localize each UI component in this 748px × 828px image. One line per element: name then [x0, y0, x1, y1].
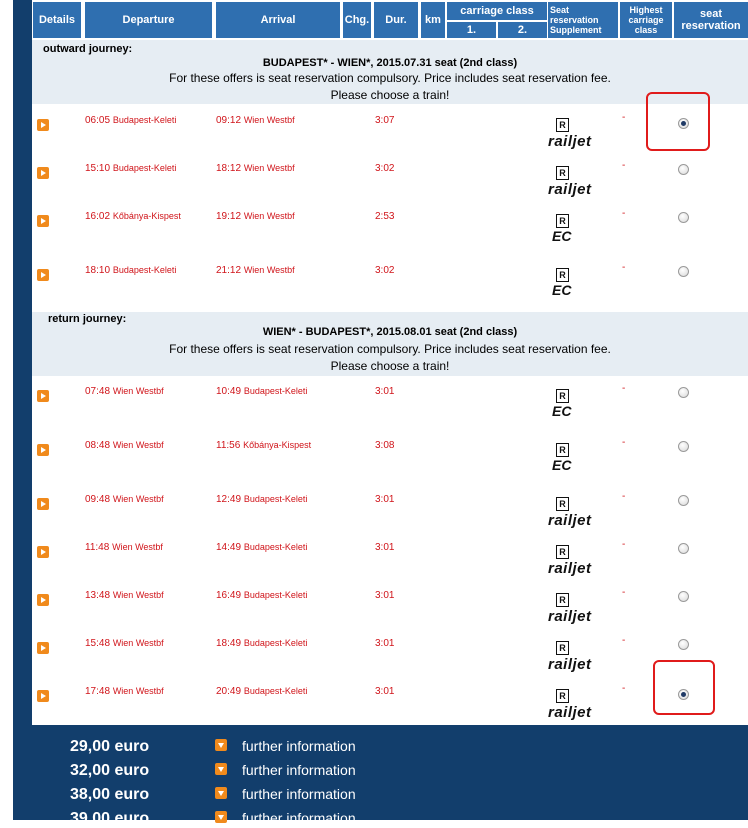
departure-time: 11:48: [85, 542, 110, 553]
reservation-r-icon: R: [556, 268, 569, 282]
duration: 3:01: [375, 494, 395, 505]
train-row: [32, 202, 748, 250]
price-amount: 29,00 euro: [70, 738, 150, 755]
railjet-logo: railjet: [548, 560, 592, 577]
info-arrow-icon[interactable]: [215, 739, 227, 751]
arrival-time: 10:49: [216, 386, 242, 397]
departure-link[interactable]: [85, 386, 164, 397]
arrival-time: 16:49: [216, 590, 242, 601]
arrival-link[interactable]: [216, 163, 295, 174]
reservation-r-icon: R: [556, 545, 569, 559]
arrival-time: 12:49: [216, 494, 242, 505]
train-row: [32, 581, 748, 629]
train-row: [32, 377, 748, 425]
arrival-time: 11:56: [216, 440, 241, 451]
reservation-r-icon: R: [556, 593, 569, 607]
arrival-link[interactable]: [216, 686, 307, 697]
railjet-logo: railjet: [548, 181, 592, 198]
departure-station: Budapest-Keleti: [112, 163, 177, 173]
arrival-time: 19:12: [216, 211, 242, 222]
col-km: km: [421, 2, 445, 38]
return-route: WIEN* - BUDAPEST*, 2015.08.01 seat (2nd class): [262, 326, 518, 338]
supplement-dash: -: [622, 491, 626, 502]
details-play-icon[interactable]: [37, 594, 49, 606]
info-arrow-icon[interactable]: [215, 787, 227, 799]
col-duration: Dur.: [374, 2, 418, 38]
arrival-time: 20:49: [216, 686, 242, 697]
duration: 3:07: [375, 115, 395, 126]
duration: 3:01: [375, 542, 395, 553]
arrival-station: Kőbánya-Kispest: [243, 440, 312, 450]
duration: 2:53: [375, 211, 395, 222]
seat-reservation-radio[interactable]: [678, 266, 689, 277]
train-row: [32, 677, 748, 725]
departure-link[interactable]: [85, 115, 176, 126]
departure-link[interactable]: [85, 211, 181, 222]
reservation-r-icon: R: [556, 118, 569, 132]
seat-reservation-radio[interactable]: [678, 164, 689, 175]
details-play-icon[interactable]: [37, 690, 49, 702]
col-class-1: 1.: [447, 22, 496, 38]
seat-reservation-radio[interactable]: [678, 495, 689, 506]
arrival-link[interactable]: [216, 211, 295, 222]
train-row: [32, 629, 748, 677]
arrival-station: Budapest-Keleti: [243, 542, 308, 552]
arrival-link[interactable]: [216, 440, 311, 451]
price-amount: 39,00 euro: [70, 810, 150, 827]
departure-station: Wien Westbf: [112, 638, 164, 648]
seat-reservation-radio[interactable]: [678, 543, 689, 554]
arrival-link[interactable]: [216, 542, 307, 553]
seat-reservation-radio[interactable]: [678, 639, 689, 650]
arrival-time: 09:12: [216, 115, 242, 126]
arrival-time: 14:49: [216, 542, 242, 553]
arrival-time: 21:12: [216, 265, 242, 276]
supplement-dash: -: [622, 383, 626, 394]
arrival-station: Budapest-Keleti: [243, 386, 308, 396]
duration: 3:01: [375, 686, 395, 697]
departure-station: Kőbánya-Kispest: [112, 211, 181, 221]
duration: 3:01: [375, 590, 395, 601]
seat-reservation-radio[interactable]: [678, 591, 689, 602]
supplement-dash: -: [622, 160, 626, 171]
departure-time: 18:10: [85, 265, 111, 276]
col-carriage-class: carriage class: [447, 2, 547, 20]
arrival-station: Wien Westbf: [243, 265, 295, 275]
supplement-dash: -: [622, 539, 626, 550]
arrival-station: Budapest-Keleti: [243, 590, 308, 600]
departure-time: 07:48: [85, 386, 111, 397]
arrival-link[interactable]: [216, 386, 307, 397]
railjet-logo: railjet: [548, 656, 592, 673]
supplement-dash: -: [622, 635, 626, 646]
railjet-logo: railjet: [548, 133, 592, 150]
departure-station: Wien Westbf: [112, 686, 164, 696]
ec-logo: EC: [552, 457, 572, 473]
ec-logo: EC: [552, 403, 572, 419]
reservation-r-icon: R: [556, 214, 569, 228]
details-play-icon[interactable]: [37, 546, 49, 558]
details-play-icon[interactable]: [37, 215, 49, 227]
arrival-station: Wien Westbf: [243, 163, 295, 173]
col-class-2: 2.: [498, 22, 547, 38]
departure-time: 16:02: [85, 211, 111, 222]
selection-highlight-outward: [646, 92, 710, 151]
ec-logo: EC: [552, 282, 572, 298]
supplement-dash: -: [622, 587, 626, 598]
departure-time: 13:48: [85, 590, 111, 601]
reservation-r-icon: R: [556, 689, 569, 703]
departure-station: Wien Westbf: [112, 494, 164, 504]
departure-link[interactable]: [85, 686, 164, 697]
arrival-time: 18:12: [216, 163, 242, 174]
outward-note: For these offers is seat reservation compulsory. Price includes seat reservation fee.: [169, 71, 611, 85]
supplement-dash: -: [622, 208, 626, 219]
return-section: [32, 312, 748, 376]
reservation-r-icon: R: [556, 389, 569, 403]
departure-station: Wien Westbf: [112, 590, 164, 600]
price-amount: 32,00 euro: [70, 762, 150, 779]
details-play-icon[interactable]: [37, 269, 49, 281]
arrival-link[interactable]: [216, 265, 295, 276]
outward-section: [32, 40, 748, 104]
further-information-link[interactable]: further information: [242, 786, 356, 802]
supplement-dash: -: [622, 437, 626, 448]
departure-link[interactable]: [85, 494, 164, 505]
train-row: [32, 256, 748, 304]
arrival-station: Wien Westbf: [243, 211, 295, 221]
train-row: [32, 106, 748, 154]
train-row: [32, 533, 748, 581]
duration: 3:02: [375, 265, 395, 276]
departure-link[interactable]: [85, 638, 164, 649]
ec-logo: EC: [552, 228, 572, 244]
arrival-station: Budapest-Keleti: [243, 638, 308, 648]
supplement-dash: -: [622, 112, 626, 123]
departure-station: Wien Westbf: [112, 542, 163, 552]
departure-time: 09:48: [85, 494, 111, 505]
reservation-r-icon: R: [556, 641, 569, 655]
further-information-link[interactable]: further information: [242, 810, 356, 826]
departure-time: 06:05: [85, 115, 111, 126]
arrival-station: Wien Westbf: [243, 115, 295, 125]
col-highest-class: Highest carriage class: [620, 2, 672, 38]
info-arrow-icon[interactable]: [215, 811, 227, 823]
reservation-r-icon: R: [556, 443, 569, 457]
seat-reservation-radio[interactable]: [678, 441, 689, 452]
details-play-icon[interactable]: [37, 498, 49, 510]
departure-station: Wien Westbf: [112, 386, 164, 396]
departure-time: 15:10: [85, 163, 111, 174]
arrival-link[interactable]: [216, 590, 307, 601]
outward-label: outward journey:: [43, 43, 133, 55]
departure-time: 17:48: [85, 686, 111, 697]
details-play-icon[interactable]: [37, 390, 49, 402]
outward-route: BUDAPEST* - WIEN*, 2015.07.31 seat (2nd class): [262, 57, 518, 69]
arrival-link[interactable]: [216, 115, 295, 126]
railjet-logo: railjet: [548, 704, 592, 721]
departure-station: Wien Westbf: [112, 440, 164, 450]
departure-time: 15:48: [85, 638, 111, 649]
col-details: Details: [33, 2, 81, 38]
departure-link[interactable]: [85, 163, 176, 174]
outward-choose: Please choose a train!: [330, 88, 450, 102]
col-arrival: Arrival: [216, 2, 340, 38]
col-changes: Chg.: [343, 2, 371, 38]
arrival-link[interactable]: [216, 494, 307, 505]
departure-link[interactable]: [85, 440, 164, 451]
details-play-icon[interactable]: [37, 444, 49, 456]
reservation-r-icon: R: [556, 497, 569, 511]
further-information-link[interactable]: further information: [242, 738, 356, 754]
duration: 3:01: [375, 386, 395, 397]
reservation-r-icon: R: [556, 166, 569, 180]
duration: 3:08: [375, 440, 395, 451]
details-play-icon[interactable]: [37, 167, 49, 179]
price-amount: 38,00 euro: [70, 786, 150, 803]
details-play-icon[interactable]: [37, 642, 49, 654]
arrival-station: Budapest-Keleti: [243, 686, 308, 696]
return-label: return journey:: [48, 313, 127, 325]
supplement-dash: -: [622, 683, 626, 694]
col-departure: Departure: [85, 2, 212, 38]
duration: 3:01: [375, 638, 395, 649]
col-seat-reservation: seat reservation: [674, 2, 748, 38]
departure-station: Budapest-Keleti: [112, 265, 177, 275]
train-row: [32, 485, 748, 533]
departure-link[interactable]: [85, 265, 176, 276]
departure-link[interactable]: [85, 590, 164, 601]
return-choose: Please choose a train!: [330, 359, 450, 373]
arrival-time: 18:49: [216, 638, 242, 649]
selection-highlight-return: [653, 660, 715, 715]
duration: 3:02: [375, 163, 395, 174]
arrival-station: Budapest-Keleti: [243, 494, 308, 504]
supplement-dash: -: [622, 262, 626, 273]
train-row: [32, 431, 748, 479]
departure-station: Budapest-Keleti: [112, 115, 177, 125]
railjet-logo: railjet: [548, 608, 592, 625]
train-row: [32, 154, 748, 202]
col-seat-supplement: Seat reservation Supplement: [548, 2, 618, 38]
departure-time: 08:48: [85, 440, 111, 451]
return-note: For these offers is seat reservation compulsory. Price includes seat reservation fee.: [169, 342, 611, 356]
further-information-link[interactable]: further information: [242, 762, 356, 778]
seat-reservation-radio[interactable]: [678, 387, 689, 398]
departure-link[interactable]: [85, 542, 163, 553]
details-play-icon[interactable]: [37, 119, 49, 131]
info-arrow-icon[interactable]: [215, 763, 227, 775]
arrival-link[interactable]: [216, 638, 307, 649]
seat-reservation-radio[interactable]: [678, 212, 689, 223]
railjet-logo: railjet: [548, 512, 592, 529]
